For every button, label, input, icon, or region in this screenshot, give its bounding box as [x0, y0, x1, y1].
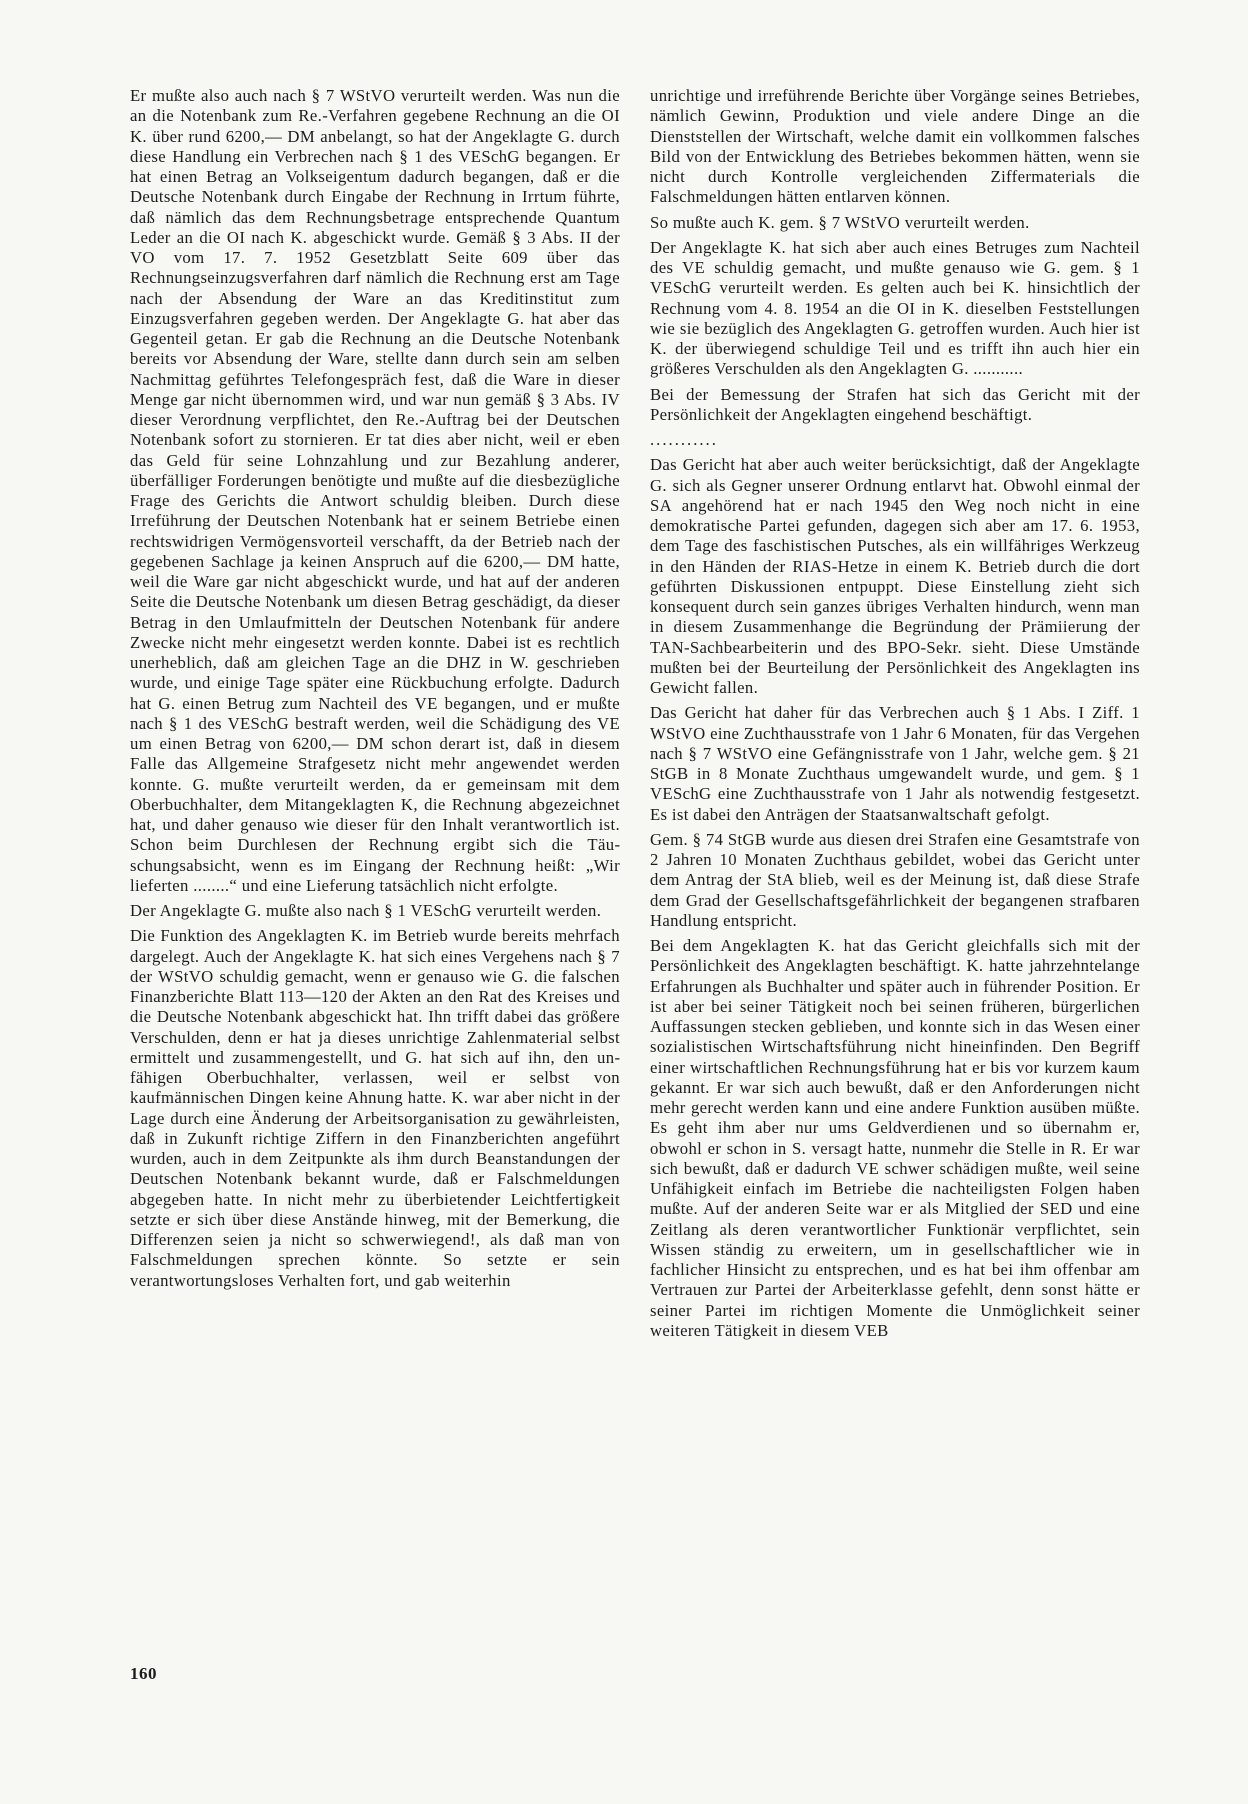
paragraph: Das Gericht hat aber auch weiter berücksichtigt, daß der Angeklagte G. sich als Gegner unserer Ordnung entlarvt hat. Obwohl einmal der SA angehörend hat er nach 1945 den Weg noch nicht in eine demokratische Partei gefunden, dagegen sich aber am 17. 6. 1953, dem Tage des faschistischen Putsches, als ein willfähriges Werkzeug in den Händen der RIAS-Hetze in einem K. Betrieb durch die dort geführten Diskussionen entpuppt. Diese Einstellung zieht sich konsequent durch sein ganzes übriges Verhalten hindurch, wenn man in diesem Zusammenhange die Begründung der Prämiierung der TAN-Sachbearbeiterin und des BPO-Sekr. sieht. Diese Umstände mußten bei der Beurteilung der Persönlichkeit des Angeklagten ins Gewicht fallen. — [650, 455, 1140, 697]
paragraph: Der Angeklagte K. hat sich aber auch eines Betruges zum Nachteil des VE schuldig gemacht, und mußte genauso wie G. gem. § 1 VESchG verurteilt werden. Es gelten auch bei K. hinsichtlich der Rechnung vom 4. 8. 1954 an die OI in K. dieselben Feststellungen wie sie bezüglich des Angeklagten G. getroffen wurden. Auch hier ist K. der überwiegend schuldige Teil und es trifft ihn auch hier ein größeres Verschulden als den Angeklagten G. ........... — [650, 237, 1140, 379]
ellipsis-separator: ........... — [650, 430, 718, 449]
paragraph: unrichtige und irreführende Berichte über Vorgänge seines Betriebes, nämlich Gewinn, Produktion und viele andere Dinge an die Dienststellen der Wirtschaft, welche damit ein vollkommen falsches Bild von der Entwicklung des Betriebes bekommen hätten, wenn sie nicht durch Kontrolle vergleichenden Ziffermaterials die Falschmeldungen hätten entlarven können. — [650, 86, 1140, 207]
paragraph: So mußte auch K. gem. § 7 WStVO verurteilt werden. — [650, 212, 1030, 232]
paragraph: Das Gericht hat daher für das Verbrechen auch § 1 Abs. I Ziff. 1 WStVO eine Zuchthausstrafe von 1 Jahr 6 Monaten, für das Vergehen nach § 7 WStVO eine Gefängnisstrafe von 1 Jahr, welche gem. § 21 StGB in 8 Monate Zuchthaus umgewandelt wurde, und gem. § 1 VESchG eine Zuchthausstrafe von 1 Jahr als notwendig festgesetzt. Es ist dabei den Anträgen der Staatsanwaltschaft gefolgt. — [650, 703, 1140, 824]
paragraph: Er mußte also auch nach § 7 WStVO verurteilt werden. Was nun die an die Notenbank zum Re.-Verfahren gegebene Rechnung an die OI K. über rund 6200,— DM anbelangt, so hat der Angeklagte G. durch diese Handlung ein Verbrechen nach § 1 des VESchG begangen. Er hat einen Betrag an Volkseigentum dadurch begangen, daß er die Deutsche Notenbank durch Eingabe der Rechnung in Irrtum führte, daß nämlich das dem Rechnungsbetrage entsprechende Quantum Leder an die OI nach K. abgeschickt wurde. Gemäß § 3 Abs. II der VO vom 17. 7. 1952 Gesetzblatt Seite 609 über das Rechnungseinzugsverfahren darf nämlich die Rechnung erst am Tage nach der Absendung der Ware an das Kreditinstitut zum Einzugsverfahren gegeben werden. Der Angeklagte G. hat aber das Gegenteil getan. Er gab die Rechnung an die Deutsche Notenbank bereits vor Absendung der Ware, stellte dann durch sein am selben Nachmittag geführtes Telefongespräch fest, daß die Ware in dieser Menge gar nicht übernommen wird, und war nun gemäß § 3 Abs. IV dieser Verordnung verpflichtet, den Re.-Auftrag bei der Deutschen Notenbank sofort zu stornieren. Er tat dies aber nicht, weil er eben das Geld für seine Lohnzahlung und zur Bezahlung anderer, überfälliger Forderungen benötigte und mußte auf die diesbezügliche Frage des Gerichts die Antwort schuldig bleiben. Durch diese Irreführung der Deutschen Notenbank hat er seinem Betriebe einen rechtswidrigen Vermögensvorteil verschafft, da der Betrieb nach der gegebenen Sachlage ja keinen Anspruch auf die 6200,— DM hatte, weil die Ware gar nicht abgeschickt wurde, und hat auf der anderen Seite die Deutsche Notenbank um diesen Betrag geschädigt, da dieser Betrag in den Umlaufmitteln der Deutschen Notenbank für andere Zwecke nicht mehr eingesetzt werden konnte. Dabei ist es rechtlich unerheblich, daß am gleichen Tage an die DHZ in W. geschrieben wurde, und einige Tage später eine Rückbuchung erfolgte. Dadurch hat G. einen Betrug zum Nachteil des VE begangen, und er mußte nach § 1 des VESchG bestraft werden, weil die Schädigung des VE um einen Betrag von 6200,— DM schon derart ist, daß in diesem Falle das Allgemeine Strafgesetz nicht mehr angewendet werden konnte. G. mußte verurteilt werden, da er gemeinsam mit dem Oberbuchhalter, dem Mitangeklagten K, die Rechnung abgezeichnet hat, und daher genauso wie dieser für den Inhalt verantwortlich ist. Schon beim Durchlesen der Rechnung ergibt sich die Täuschungsabsicht, wenn es im Eingang der Rechnung heißt: „Wir lieferten ........“ und eine Lieferung tatsächlich nicht erfolgte. — [130, 86, 620, 895]
paragraph: Bei der Bemessung der Strafen hat sich das Gericht mit der Persönlichkeit der Angeklagten eingehend beschäftigt. — [650, 384, 1140, 424]
paragraph: Die Funktion des Angeklagten K. im Betrieb wurde bereits mehrfach dargelegt. Auch der Angeklagte K. hat sich eines Vergehens nach § 7 der WStVO schuldig gemacht, wenn er genauso wie G. die falschen Finanzberichte Blatt 113—120 der Akten an den Rat des Kreises und die Deutsche Notenbank abgeschickt hat. Ihn trifft dabei das größere Verschulden, denn er hat ja dieses unrichtige Zahlenmaterial selbst ermittelt und zusammengestellt, und G. hat sich auf ihn, den unfähigen Oberbuchhalter, verlassen, weil er selbst von kaufmännischen Dingen keine Ahnung hatte. K. war aber nicht in der Lage durch eine Änderung der Arbeitsorganisation zu gewährleisten, daß in Zukunft richtige Ziffern in den Finanzberichten angeführt wurden, auch in dem Zeitpunkte als ihm durch Beanstandungen der Deutschen Notenbank bekannt wurde, daß er Falschmeldungen abgegeben hatte. In nicht mehr zu überbietender Leichtfertigkeit setzte er sich über diese Anstände hinweg, mit der Bemerkung, die Differenzen seien ja nicht so schwerwiegend!, als daß man von Falschmeldungen sprechen könnte. So setzte er sein verantwortungsloses Verhalten fort, und gab weiterhin — [130, 926, 620, 1290]
right-text-column — [650, 86, 1140, 1346]
left-text-column — [130, 86, 620, 1296]
paragraph: Der Angeklagte G. mußte also nach § 1 VESchG verurteilt werden. — [130, 901, 602, 920]
paragraph: Gem. § 74 StGB wurde aus diesen drei Strafen eine Gesamtstrafe von 2 Jahren 10 Monaten Zuchthaus gebildet, wobei das Gericht unter dem Antrag der StA blieb, weil es der Meinung ist, daß diese Strafe dem Grad der Gesellschaftsgefährlichkeit der begangenen strafbaren Handlung entspricht. — [650, 829, 1140, 930]
page-number: 160 — [130, 1664, 157, 1683]
paragraph: Bei dem Angeklagten K. hat das Gericht gleichfalls sich mit der Persönlichkeit des Angeklagten beschäftigt. K. hatte jahrzehntelange Erfahrungen als Buchhalter und später auch in führender Position. Er ist aber bei seiner Tätigkeit noch bei seinen früheren, bürgerlichen Auffassungen stecken geblieben, und konnte sich in das Wesen einer sozialistischen Wirtschaftsführung nicht hineinfinden. Den Begriff einer wirtschaftlichen Rechnungsführung hat er bis vor kurzem kaum gekannt. Er war sich auch bewußt, daß er den Anforderungen nicht mehr gerecht werden kann und eine andere Funktion ausüben müßte. Es geht ihm aber nur ums Geldverdienen und so übernahm er, obwohl er schon in S. versagt hatte, nunmehr die Stelle in R. Er war sich bewußt, daß er dadurch VE schwer schädigen mußte, weil seine Unfähigkeit einfach im Betriebe die nachteiligsten Folgen haben mußte. Auf der anderen Seite war er als Mitglied der SED und eine Zeitlang als deren verantwortlicher Funktionär verpflichtet, sein Wissen ständig zu erweitern, um in gesellschaftlicher wie in fachlicher Hinsicht zu entsprechen, und es hat bei ihm offenbar am Vertrauen zur Partei der Arbeiterklasse gefehlt, denn sonst hätte er seiner Partei im richtigen Momente die Unmöglichkeit seiner weiteren Tätigkeit in diesem VEB — [650, 936, 1140, 1340]
